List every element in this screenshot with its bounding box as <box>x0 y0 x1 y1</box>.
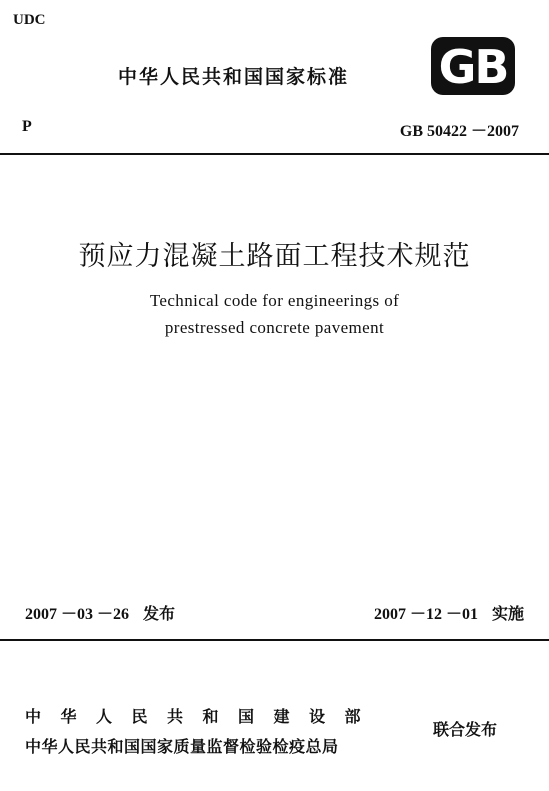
title-english-line2: prestressed concrete pavement <box>164 318 385 337</box>
standard-type: 中华人民共和国国家标准 <box>118 66 350 88</box>
header-divider <box>0 153 549 155</box>
title-english-line1: Technical code for engineerings of <box>149 291 400 310</box>
classification-code: P <box>22 118 32 135</box>
issuer-aqsiq: 中华人民共和国国家质量监督检验检疫总局 <box>25 737 339 756</box>
gb-logo <box>430 36 516 96</box>
issuer-ministry: 中华人民共和国建设部 <box>25 707 381 726</box>
standard-number: GB 50422 －2007 <box>399 123 519 140</box>
implement-label: 实施 <box>491 604 524 623</box>
issue-date: 2007 －03 －26 <box>25 606 130 623</box>
joint-issue-label: 联合发布 <box>433 720 498 739</box>
udc-label: UDC <box>13 12 46 28</box>
issue-line <box>25 601 175 624</box>
title-chinese: 预应力混凝土路面工程技术规范 <box>78 241 471 272</box>
gb-logo-text: GB <box>438 40 508 94</box>
implement-line <box>374 601 524 624</box>
title-english <box>0 287 549 341</box>
footer-divider <box>0 639 549 641</box>
issue-label: 发布 <box>143 604 176 623</box>
implement-date: 2007 －12 －01 <box>373 606 478 623</box>
